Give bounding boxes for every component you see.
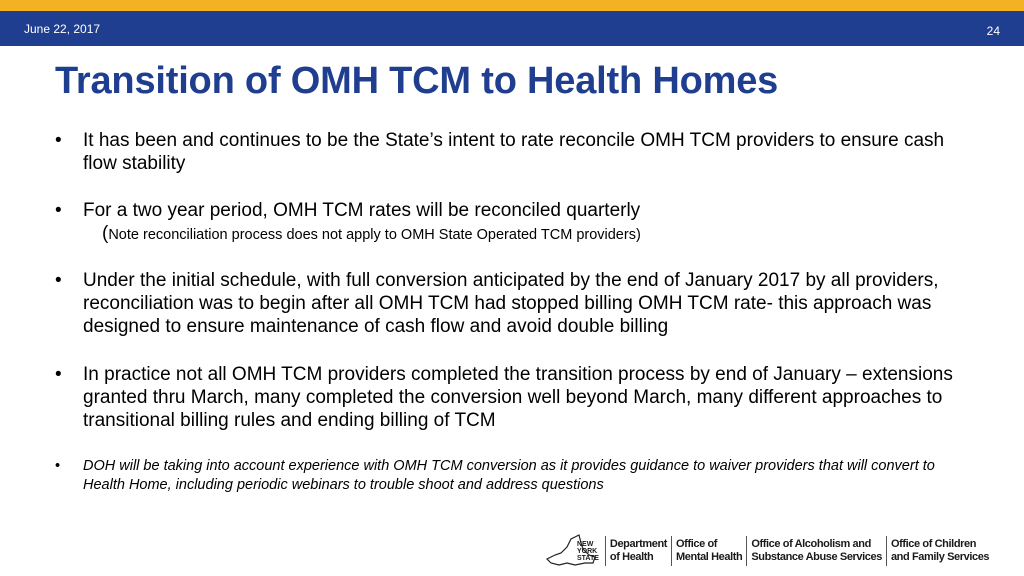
agency-line: Office of Children xyxy=(890,538,977,550)
agency-department-of-health xyxy=(605,536,671,566)
note-text: Note reconciliation process does not apply to OMH State Operated TCM providers) xyxy=(108,227,641,243)
bullet-item xyxy=(55,269,965,338)
top-accent-stripe xyxy=(0,0,1024,11)
bullet-text: DOH will be taking into account experience with OMH TCM conversion as it provides guidance to waiver providers that will convert to Health Home, including periodic webinars to trouble shoot and address questions xyxy=(83,458,935,493)
nys-logo-line: STATE xyxy=(577,554,599,562)
bullet-text: Under the initial schedule, with full conversion anticipated by the end of January 2017 by all providers, reconciliation was to begin after all OMH TCM had stopped billing OMH TCM rate- this approach was designed to ensure maintenance of cash flow and avoid double billing xyxy=(83,270,939,337)
note-open-paren: ( xyxy=(102,223,109,244)
agency-office-of-mental-health xyxy=(671,536,746,566)
slide-date: June 22, 2017 xyxy=(24,22,101,36)
nys-logo-line: NEW xyxy=(577,540,594,548)
bullet-marker: • xyxy=(55,200,62,221)
slide-title: Transition of OMH TCM to Health Homes xyxy=(55,60,779,102)
agency-oasas xyxy=(746,536,886,566)
bullet-text: In practice not all OMH TCM providers completed the transition process by end of January – extensions granted thru March, many completed the conversion well beyond March, many different approaches to transitional billing rules and ending billing of TCM xyxy=(83,364,953,431)
agency-line: Substance Abuse Services xyxy=(751,551,882,563)
bullet-item xyxy=(55,457,965,495)
slide-number: 24 xyxy=(986,24,1000,38)
agency-logo-footer xyxy=(545,532,1015,570)
agency-line: of Health xyxy=(609,551,654,563)
nys-logo xyxy=(545,533,599,569)
nys-logo-text xyxy=(577,541,599,562)
bullet-marker: • xyxy=(55,130,62,151)
bullet-item xyxy=(55,199,965,222)
agency-line: Office of Alcoholism and xyxy=(751,538,871,550)
agency-line: Office of xyxy=(676,538,718,550)
agency-line: Department xyxy=(609,538,668,550)
bullet-marker: • xyxy=(55,270,62,291)
bullet-note xyxy=(55,223,965,246)
bullet-text: For a two year period, OMH TCM rates will be reconciled quarterly xyxy=(83,200,641,221)
bullet-list xyxy=(55,129,965,495)
agency-line: and Family Services xyxy=(890,551,990,563)
nys-logo-line: YORK xyxy=(577,547,598,555)
header-bar xyxy=(0,11,1024,46)
bullet-item xyxy=(55,363,965,432)
bullet-marker: • xyxy=(55,458,61,474)
bullet-item xyxy=(55,129,965,175)
bullet-marker: • xyxy=(55,364,62,385)
agency-ocfs xyxy=(886,536,993,566)
agency-line: Mental Health xyxy=(676,551,743,563)
bullet-text: It has been and continues to be the State’s intent to rate reconcile OMH TCM providers to ensure cash flow stability xyxy=(83,130,945,174)
